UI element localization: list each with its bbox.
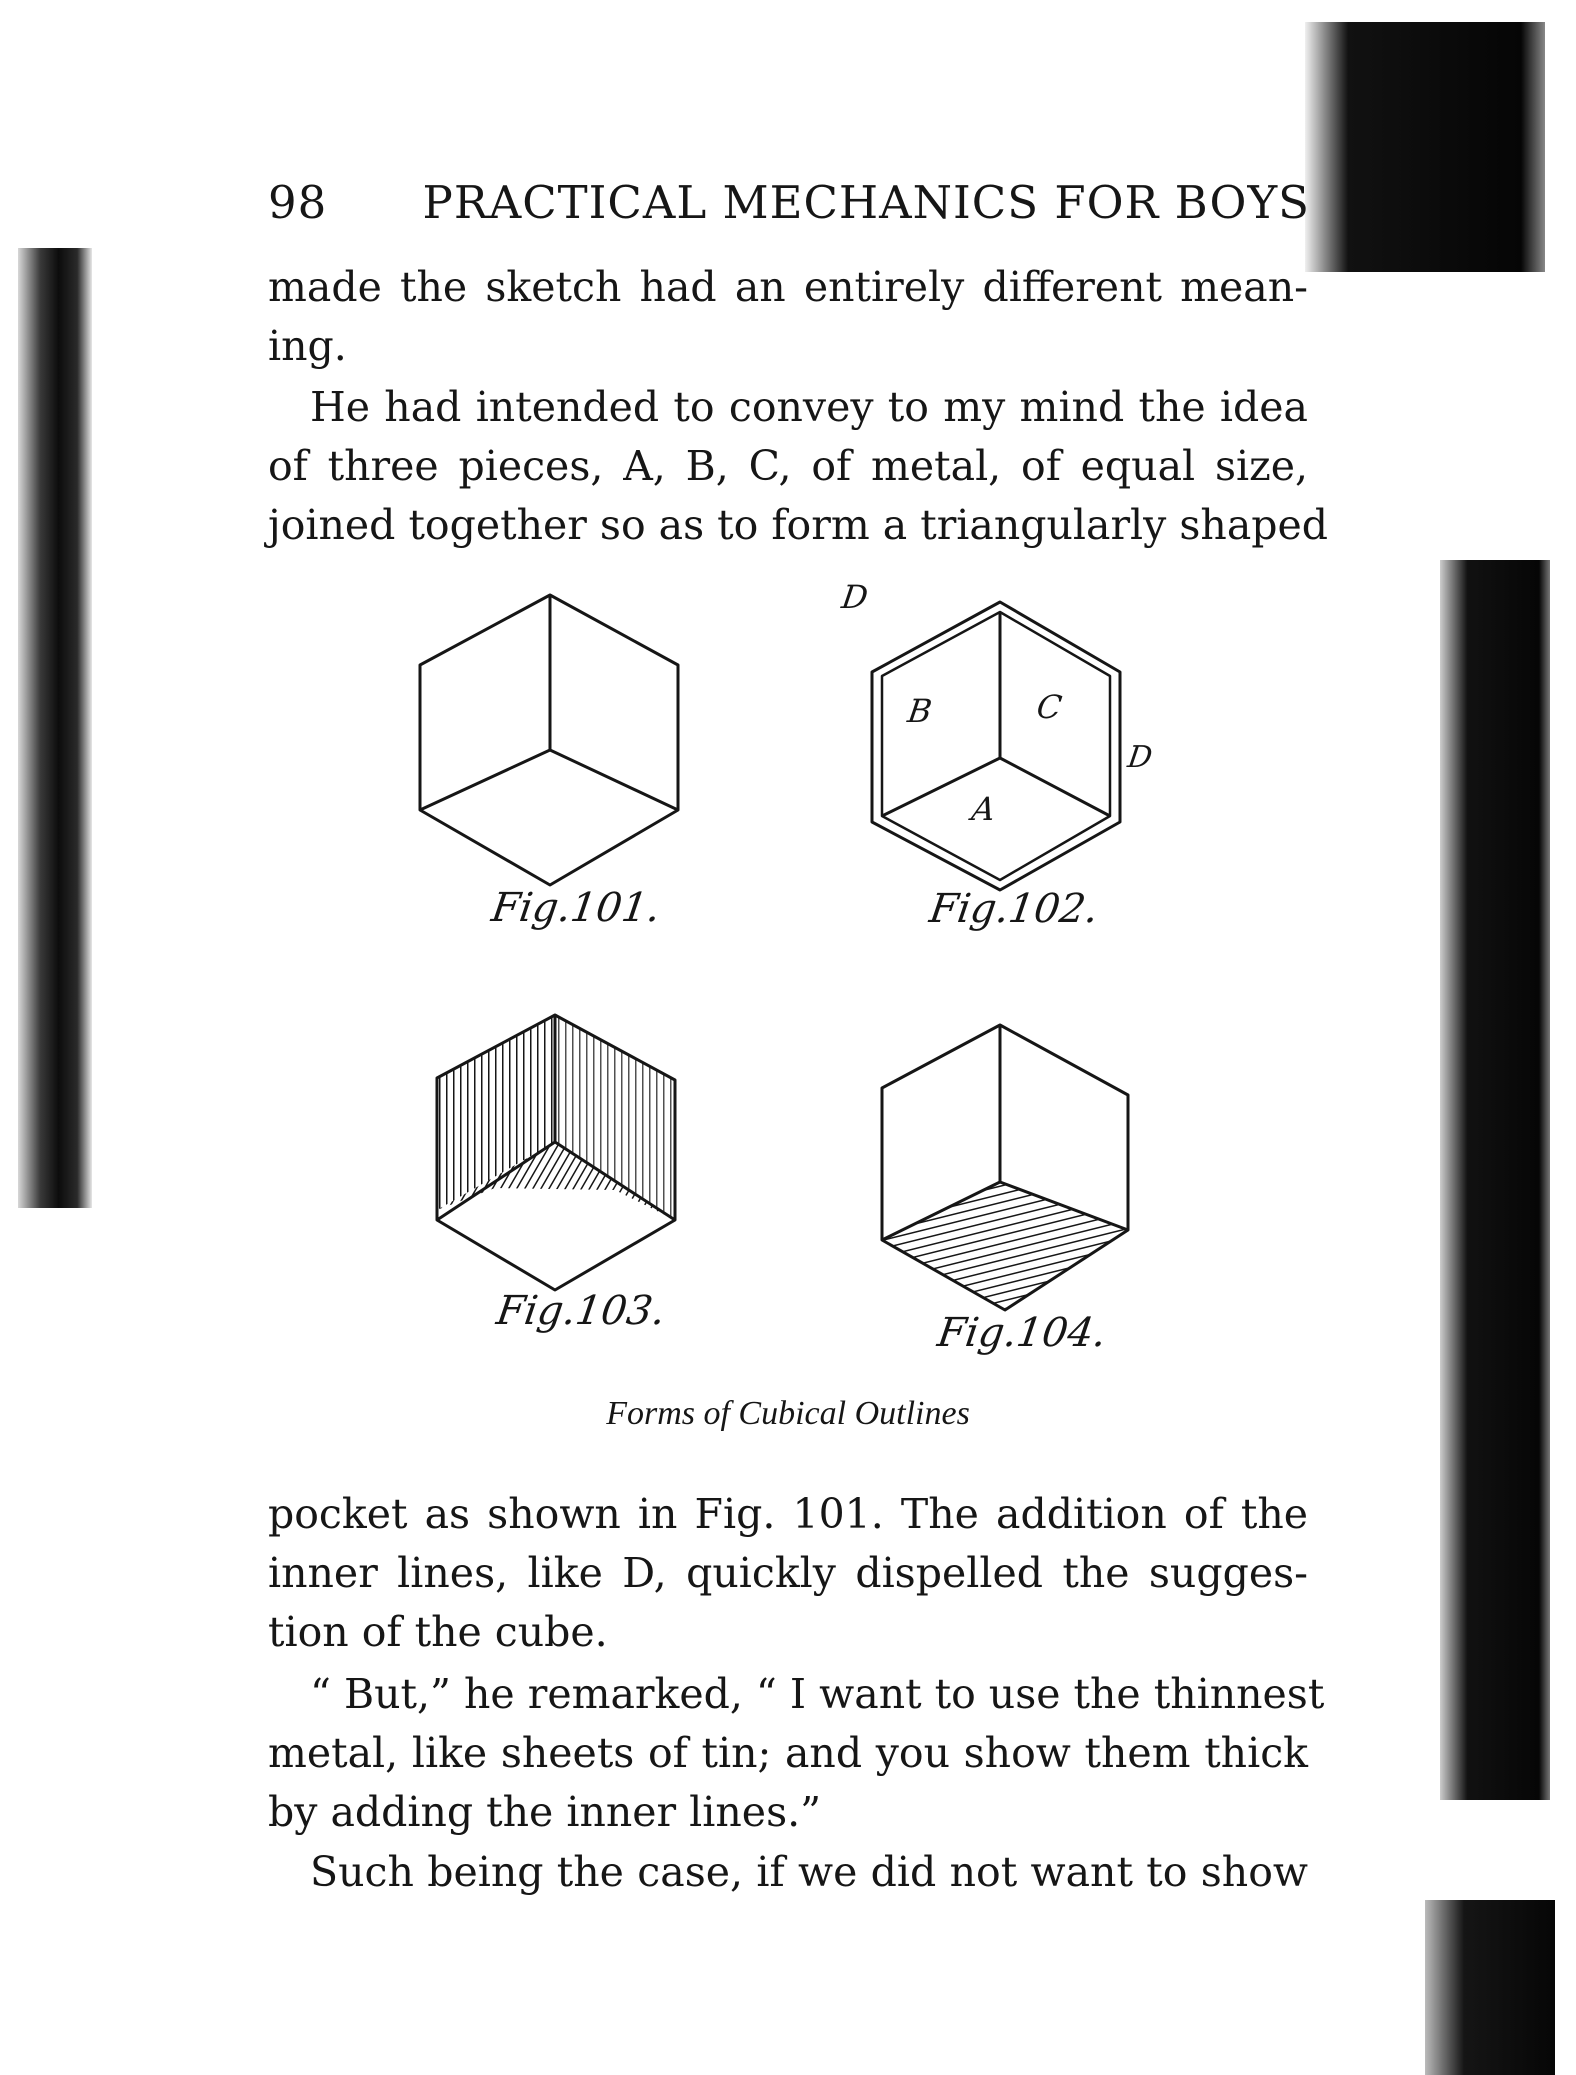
- text-line: metal, like sheets of tin; and you show them thick: [268, 1729, 1308, 1777]
- paragraph-5: [268, 1843, 1308, 1902]
- figure-103-shaded-cube: [425, 1010, 695, 1334]
- text-line: pocket as shown in Fig. 101. The addition of the: [268, 1490, 1308, 1538]
- right-scan-shadow-bottom: [1425, 1900, 1555, 2075]
- left-scan-shadow: [18, 248, 92, 1208]
- figure-101-label: Fig.101.: [488, 885, 664, 931]
- paragraph-4: [268, 1665, 1325, 1842]
- text-line: joined together so as to form a triangularly shaped: [268, 501, 1329, 549]
- figure-102-part-d-right: D: [1125, 740, 1155, 775]
- figure-102-part-d-top: D: [839, 578, 871, 616]
- figure-102-labeled-pieces: [839, 578, 1155, 932]
- paragraph-2: [268, 378, 1329, 555]
- figure-103-label: Fig.103.: [493, 1288, 669, 1334]
- text-line: inner lines, like D, quickly dispelled the sugges-: [268, 1549, 1308, 1597]
- page-number: 98: [268, 176, 328, 229]
- text-line: ing.: [268, 322, 347, 370]
- figure-104-shaded-floor: [870, 1020, 1140, 1356]
- right-scan-shadow-top: [1305, 22, 1545, 272]
- figure-102-part-c: C: [1034, 688, 1065, 726]
- figure-102-part-a: A: [969, 790, 998, 828]
- paragraph-1: [268, 258, 1308, 376]
- right-scan-shadow-middle: [1440, 560, 1550, 1800]
- figure-102-label: Fig.102.: [926, 886, 1102, 932]
- text-line: He had intended to convey to my mind the idea: [310, 383, 1308, 431]
- text-line: tion of the cube.: [268, 1608, 608, 1656]
- running-title: PRACTICAL MECHANICS FOR BOYS: [422, 176, 1310, 229]
- text-line: of three pieces, A, B, C, of metal, of equal size,: [268, 442, 1308, 490]
- figure-102-part-b: B: [905, 692, 935, 730]
- text-line: by adding the inner lines.”: [268, 1788, 822, 1836]
- figure-caption: Forms of Cubical Outlines: [606, 1395, 970, 1432]
- figure-101-cube-outline: [400, 585, 700, 931]
- paragraph-3: [268, 1485, 1308, 1662]
- text-line: “ But,” he remarked, “ I want to use the thinnest: [310, 1670, 1325, 1718]
- text-line: Such being the case, if we did not want to show: [310, 1848, 1308, 1896]
- figure-104-label: Fig.104.: [934, 1310, 1110, 1356]
- text-line: made the sketch had an entirely different mean-: [268, 263, 1308, 311]
- running-header: [268, 170, 1310, 240]
